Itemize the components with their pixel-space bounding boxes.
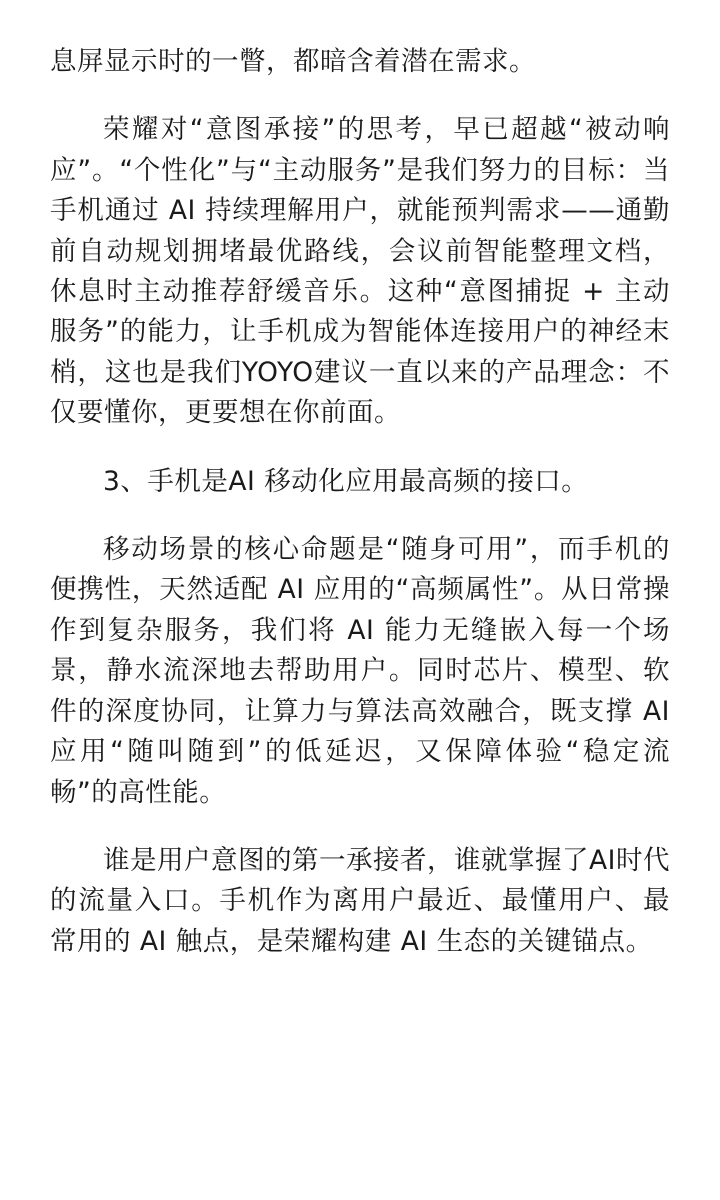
section-heading-3: 3、手机是AI 移动化应用最高频的接口。 bbox=[103, 465, 589, 497]
paragraph-traffic-entry: 谁是用户意图的第一承接者，谁就掌握了AI时代的流量入口。手机作为离用户最近、最懂用户、最常用的 AI 触点，是荣耀构建 AI 生态的关键锚点。 bbox=[50, 844, 670, 957]
paragraph-continuation: 息屏显示时的一瞥，都暗含着潜在需求。 bbox=[50, 46, 536, 77]
paragraph-mobile-scenarios: 移动场景的核心命题是“随身可用”，而手机的便携性，天然适配 AI 应用的“高频属性”。从日常操作到复杂服务，我们将 AI 能力无缝嵌入每一个场景，静水流深地去帮助用户。同时芯片、模型、软件的深度协同，让算力与算法高效融合，既支撑 AI 应用“随叫随到”的低延迟，又保障体验“稳定流畅”的高性能。 bbox=[50, 534, 670, 808]
paragraph-intent-thinking: 荣耀对“意图承接”的思考，早已超越“被动响应”。“个性化”与“主动服务”是我们努力的目标：当手机通过 AI 持续理解用户，就能预判需求——通勤前自动规划拥堵最优路线，会议前智能整理文档，休息时主动推荐舒缓音乐。这种“意图捕捉 + 主动服务”的能力，让手机成为智能体连接用户的神经末梢，这也是我们YOYO建议一直以来的产品理念：不仅要懂你，更要想在你前面。 bbox=[50, 114, 670, 429]
